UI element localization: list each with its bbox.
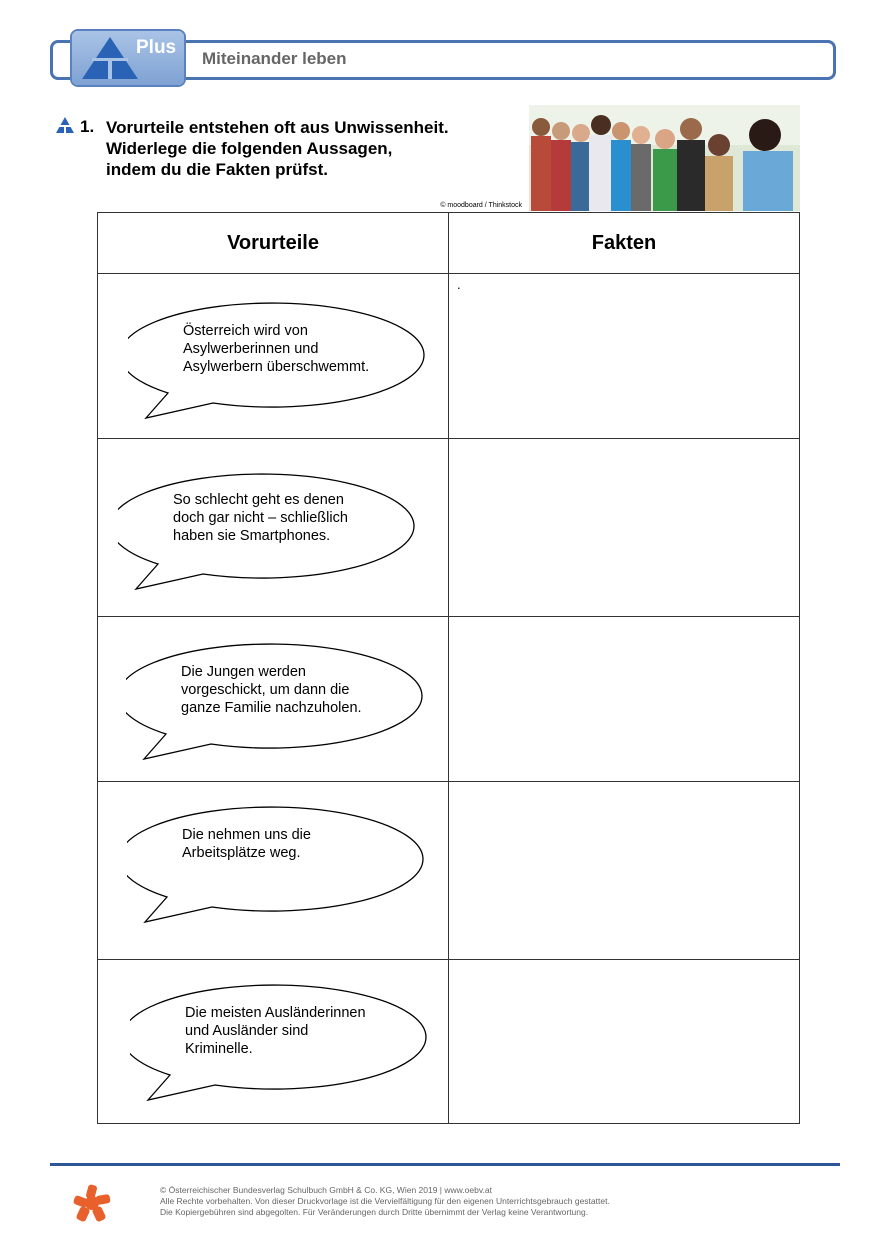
footer-divider bbox=[50, 1163, 840, 1166]
table-row bbox=[98, 782, 800, 960]
task-line: Vorurteile entstehen oft aus Unwissenheit. bbox=[106, 118, 449, 137]
facts-cell[interactable] bbox=[449, 274, 800, 439]
prejudice-cell bbox=[98, 439, 449, 617]
facts-mark: . bbox=[457, 277, 461, 292]
publisher-star-icon bbox=[72, 1183, 112, 1223]
publisher-logo bbox=[72, 1183, 112, 1228]
table-row bbox=[98, 617, 800, 782]
footer-line: © Österreichischer Bundesverlag Schulbuch GmbH & Co. KG, Wien 2019 | www.oebv.at bbox=[160, 1185, 492, 1195]
prejudice-cell bbox=[98, 274, 449, 439]
header-prejudices: Vorurteile bbox=[98, 213, 449, 274]
prejudice-line: Kriminelle. bbox=[185, 1041, 253, 1057]
triangle-icon bbox=[56, 117, 74, 133]
prejudice-line: So schlecht geht es denen bbox=[173, 492, 344, 508]
table-row bbox=[98, 960, 800, 1124]
photo-credit: © moodboard / Thinkstock bbox=[440, 202, 522, 209]
header-facts: Fakten bbox=[449, 213, 800, 274]
task-line: indem du die Fakten prüfst. bbox=[106, 160, 328, 179]
table-row bbox=[98, 274, 800, 439]
prejudice-line: haben sie Smartphones. bbox=[173, 528, 331, 544]
group-photo bbox=[529, 105, 800, 211]
speech-bubble bbox=[127, 806, 433, 924]
prejudice-line: Arbeitsplätze weg. bbox=[182, 845, 301, 861]
prejudice-text bbox=[182, 826, 311, 862]
footer-line: Die Kopiergebühren sind abgegolten. Für Veränderungen durch Dritte übernimmt der Verlag keine Verantwortung. bbox=[160, 1207, 589, 1217]
speech-bubble bbox=[130, 984, 436, 1102]
plus-logo bbox=[72, 31, 184, 85]
prejudice-text bbox=[181, 663, 362, 717]
prejudice-cell bbox=[98, 617, 449, 782]
prejudice-cell bbox=[98, 960, 449, 1124]
table-header-row bbox=[98, 213, 800, 274]
triangle-logo-icon bbox=[82, 37, 138, 79]
prejudice-text bbox=[185, 1004, 366, 1058]
prejudice-line: Asylwerberinnen und bbox=[183, 341, 319, 357]
table-row bbox=[98, 439, 800, 617]
speech-bubble bbox=[118, 473, 424, 591]
prejudice-line: ganze Familie nachzuholen. bbox=[181, 700, 362, 716]
people-photo-illustration bbox=[529, 105, 800, 211]
prejudice-cell bbox=[98, 782, 449, 960]
facts-cell[interactable] bbox=[449, 617, 800, 782]
prejudice-text bbox=[173, 491, 348, 545]
prejudice-facts-table bbox=[97, 212, 800, 1124]
facts-cell[interactable] bbox=[449, 439, 800, 617]
speech-bubble-shape bbox=[127, 806, 433, 924]
facts-cell[interactable] bbox=[449, 960, 800, 1124]
logo-label: Plus bbox=[136, 37, 177, 58]
facts-cell[interactable] bbox=[449, 782, 800, 960]
prejudice-line: und Ausländer sind bbox=[185, 1023, 309, 1039]
footer-copyright bbox=[160, 1185, 610, 1218]
prejudice-line: Die nehmen uns die bbox=[182, 827, 311, 843]
prejudice-line: Österreich wird von bbox=[183, 323, 308, 339]
prejudice-line: Die meisten Ausländerinnen bbox=[185, 1005, 366, 1021]
prejudice-line: Asylwerbern überschwemmt. bbox=[183, 359, 370, 375]
prejudice-line: Die Jungen werden bbox=[181, 664, 306, 680]
task-instruction bbox=[106, 117, 526, 180]
task-line: Widerlege die folgenden Aussagen, bbox=[106, 139, 393, 158]
footer-line: Alle Rechte vorbehalten. Von dieser Druckvorlage ist die Vervielfältigung für den eigenen Unterrichtsgebrauch gestattet. bbox=[160, 1196, 610, 1206]
task-number: 1. bbox=[80, 117, 95, 136]
speech-bubble bbox=[128, 302, 434, 420]
prejudice-text bbox=[183, 322, 369, 376]
prejudice-line: doch gar nicht – schließlich bbox=[173, 510, 348, 526]
page-title: Miteinander leben bbox=[202, 49, 347, 68]
speech-bubble bbox=[126, 643, 432, 761]
prejudice-line: vorgeschickt, um dann die bbox=[181, 682, 350, 698]
